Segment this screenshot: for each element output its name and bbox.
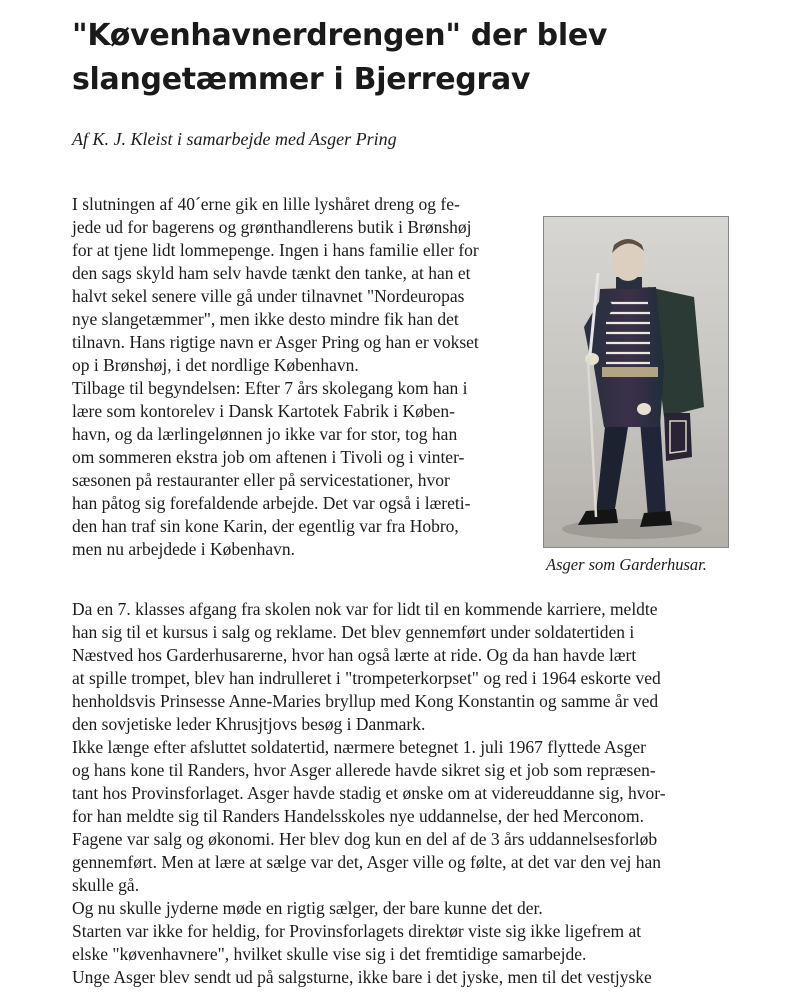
portrait-photo: [543, 216, 729, 548]
title-line: slangetæmmer i Bjerregrav: [72, 62, 531, 97]
text-line: Fagene var salg og økonomi. Her blev dog kun en del af de 3 års uddannelsesforløb: [72, 829, 658, 849]
text-line: Da en 7. klasses afgang fra skolen nok var for lidt til en kommende karriere, meldte: [72, 599, 658, 619]
text-line: tilnavn. Hans rigtige navn er Asger Pring og han er vokset: [72, 332, 479, 352]
text-line: tant hos Provinsforlaget. Asger havde stadig et ønske om at videreuddanne sig, hvor-: [72, 783, 666, 803]
text-line: og hans kone til Randers, hvor Asger allerede havde sikret sig et job som repræsen-: [72, 760, 656, 780]
text-line: gennemført. Men at lære at sælge var det, Asger ville og følte, at det var den vej han: [72, 852, 661, 872]
text-line: at spille trompet, blev han indrulleret i "trompeterkorpset" og red i 1964 eskorte ved: [72, 668, 661, 688]
text-line: Næstved hos Garderhusarerne, hvor han også lærte at ride. Og da han havde lært: [72, 645, 637, 665]
text-line: elske "køvenhavnere", hvilket skulle vise sig i det fremtidige samarbejde.: [72, 944, 587, 964]
text-line: Unge Asger blev sendt ud på salgsturne, ikke bare i det jyske, men til det vestjyske: [72, 967, 652, 987]
text-line: lære som kontorelev i Dansk Kartotek Fabrik i Køben-: [72, 401, 455, 421]
guardsman-illustration: [544, 217, 729, 548]
text-line: jede ud for bagerens og grønthandlerens butik i Brønshøj: [72, 217, 472, 237]
text-line: Starten var ikke for heldig, for Provinsforlagets direktør viste sig ikke ligefrem at: [72, 921, 642, 941]
text-line: han påtog sig forefaldende arbejde. Det var også i læreti-: [72, 493, 471, 513]
text-line: om sommeren ekstra job om aftenen i Tivoli og i vinter-: [72, 447, 465, 467]
text-line: havn, og da lærlingelønnen jo ikke var for stor, tog han: [72, 424, 458, 444]
byline: Af K. J. Kleist i samarbejde med Asger Pring: [72, 129, 397, 149]
text-line: op i Brønshøj, i det nordlige København.: [72, 355, 359, 375]
text-line: halvt sekel senere ville gå under tilnavnet "Nordeuropas: [72, 286, 465, 306]
text-line: den sags skyld ham selv havde tænkt den tanke, at han et: [72, 263, 471, 283]
text-line: nye slangetæmmer", men ikke desto mindre fik han det: [72, 309, 459, 329]
main-text: [72, 598, 740, 989]
text-line: for at tjene lidt lommepenge. Ingen i hans familie eller for: [72, 240, 479, 260]
text-line: henholdsvis Prinsesse Anne-Maries bryllup med Kong Konstantin og samme år ved: [72, 691, 659, 711]
text-line: men nu arbejdede i København.: [72, 539, 296, 559]
intro-column: [72, 193, 532, 561]
title-line: "Køvenhavnerdrengen" der blev: [72, 18, 608, 53]
photo-caption: Asger som Garderhusar.: [546, 555, 707, 574]
text-line: Ikke længe efter afsluttet soldatertid, nærmere betegnet 1. juli 1967 flyttede Asger: [72, 737, 646, 757]
text-line: Tilbage til begyndelsen: Efter 7 års skolegang kom han i: [72, 378, 468, 398]
text-line: I slutningen af 40´erne gik en lille lyshåret dreng og fe-: [72, 194, 460, 214]
text-line: sæsonen på restauranter eller på servicestationer, hvor: [72, 470, 450, 490]
article-title: [72, 14, 772, 102]
text-line: skulle gå.: [72, 875, 140, 895]
text-line: han sig til et kursus i salg og reklame. Det blev gennemført under soldatertiden i: [72, 622, 635, 642]
text-line: for han meldte sig til Randers Handelsskoles nye uddannelse, der hed Merconom.: [72, 806, 645, 826]
text-line: den han traf sin kone Karin, der egentlig var fra Hobro,: [72, 516, 459, 536]
text-line: Og nu skulle jyderne møde en rigtig sælger, der bare kunne det der.: [72, 898, 543, 918]
text-line: den sovjetiske leder Khrusjtjovs besøg i Danmark.: [72, 714, 426, 734]
